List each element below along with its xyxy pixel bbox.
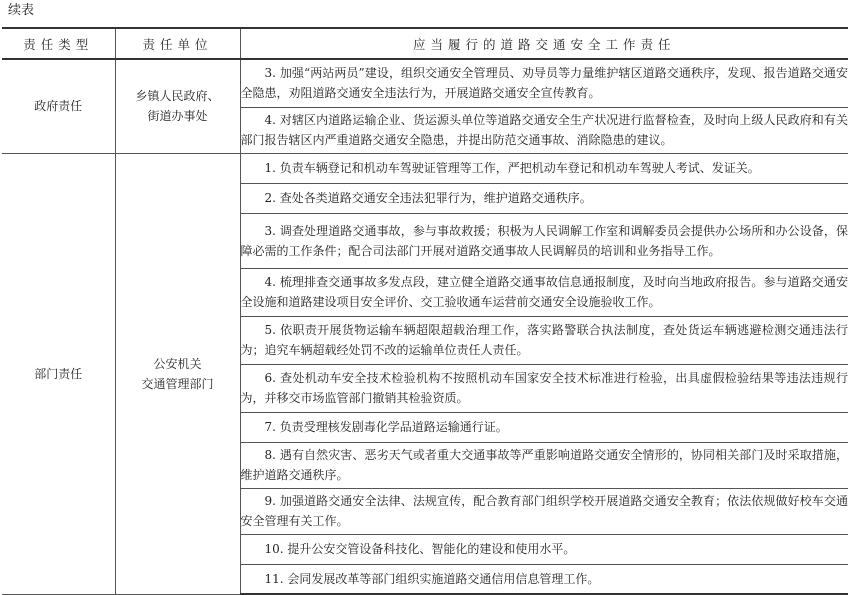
responsibility-type-label: 部门责任 (34, 366, 83, 381)
responsible-unit-cell (115, 59, 240, 153)
responsibility-type-label: 政府责任 (34, 99, 83, 114)
responsibility-type-cell (2, 153, 115, 594)
responsibility-type-cell (2, 59, 115, 153)
duty-item: 10. 提升公安交管设备科技化、智能化的建设和使用水平。 (240, 534, 848, 564)
duty-item: 11. 会同发展改革等部门组织实施道路交通信用信息管理工作。 (240, 564, 848, 594)
header-duties: 应当履行的道路交通安全工作责任 (240, 28, 848, 59)
duty-item: 5. 依职责开展货物运输车辆超限超载治理工作，落实路警联合执法制度，查处货运车辆逃避检测交通违法行为；追究车辆超载经处罚不改的运输单位责任人责任。 (240, 316, 848, 364)
responsible-unit-line: 乡镇人民政府、 (135, 89, 220, 104)
responsible-unit-line: 街道办事处 (147, 109, 208, 124)
responsible-unit-cell (115, 153, 240, 594)
table-row (2, 153, 848, 183)
duty-item: 3. 调查处理道路交通事故，参与事故救援；积极为人民调解工作室和调解委员会提供办公场所和办公设备，保障必需的工作条件；配合司法部门开展对道路交通事故人民调解员的培训和业务指导工作。 (240, 213, 848, 268)
responsible-unit-line: 交通管理部门 (141, 376, 214, 391)
table-header-row (2, 28, 848, 59)
duty-item: 6. 查处机动车安全技术检验机构不按照机动车国家安全技术标准进行检验，出具虚假检验结果等违法违规行为，并移交市场监管部门撤销其检验资质。 (240, 364, 848, 412)
responsibility-table (2, 27, 848, 595)
duty-item: 9. 加强道路交通安全法律、法规宣传，配合教育部门组织学校开展道路交通安全教育；依法依规做好校车交通安全管理有关工作。 (240, 488, 848, 534)
duty-item: 7. 负责受理核发剧毒化学品道路运输通行证。 (240, 412, 848, 442)
duty-item: 2. 查处各类道路交通安全违法犯罪行为，维护道路交通秩序。 (240, 183, 848, 213)
header-responsible-unit: 责任单位 (115, 28, 240, 59)
duty-item: 8. 遇有自然灾害、恶劣天气或者重大交通事故等严重影响道路交通安全情形的，协同相关部门及时采取措施，维护道路交通秩序。 (240, 442, 848, 488)
duty-item: 4. 对辖区内道路运输企业、货运源头单位等道路交通安全生产状况进行监督检查，及时向上级人民政府和有关部门报告辖区内严重道路交通安全隐患，并提出防范交通事故、消除隐患的建议。 (240, 107, 848, 153)
duty-item: 1. 负责车辆登记和机动车驾驶证管理等工作，严把机动车登记和机动车驾驶人考试、发证关。 (240, 153, 848, 183)
duty-item: 3. 加强“两站两员”建设，组织交通安全管理员、劝导员等力量维护辖区道路交通秩序，发现、报告道路交通安全隐患，劝阻道路交通安全违法行为，开展道路交通安全宣传教育。 (240, 59, 848, 107)
responsible-unit-line: 公安机关 (153, 356, 202, 371)
duty-item: 4. 梳理排查交通事故多发点段，建立健全道路交通事故信息通报制度，及时向当地政府报告。参与道路交通安全设施和道路建设项目安全评价、交工验收通车运营前交通安全设施验收工作。 (240, 268, 848, 316)
table-caption: 续表 (8, 3, 35, 18)
header-responsibility-type: 责任类型 (2, 28, 115, 59)
table-row (2, 59, 848, 107)
